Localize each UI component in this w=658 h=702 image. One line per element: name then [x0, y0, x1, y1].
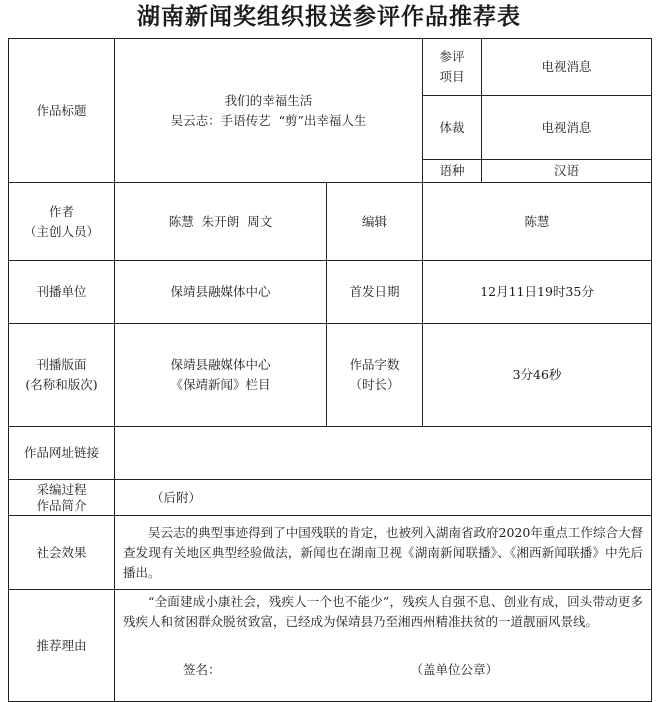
category-cell [423, 39, 652, 96]
genre-label: 体裁 [423, 96, 482, 159]
length-label [327, 324, 423, 427]
genre-cell [423, 96, 652, 160]
edition-value-1: 保靖县融媒体中心 [170, 357, 271, 372]
language-label: 语种 [423, 160, 482, 182]
reason-text: “全面建成小康社会，残疾人一个也不能少”，残疾人自强不息、创业有成，回头带动更多残疾人和贫困群众脱贫致富，已经成为保靖县乃至湘西州精准扶贫的一道靓丽风景线。 [123, 594, 644, 629]
seal-label: （盖单位公章） [410, 662, 499, 677]
title-line-1: 我们的幸福生活 [224, 92, 313, 108]
language-cell [423, 160, 652, 183]
recommendation-form-table [8, 38, 652, 702]
category-label-1: 参评 [439, 49, 465, 64]
title-label: 作品标题 [9, 39, 115, 183]
process-label-2: 作品简介 [36, 497, 87, 513]
date-value: 12月11日19时35分 [423, 261, 652, 324]
effect-text: 吴云志的典型事迹得到了中国残联的肯定，也被列入湖南省政府2020年重点工作综合大督查发现有关地区典型经验做法，新闻也在湖南卫视《湖南新闻联播》、《湘西新闻联播》中先后播出。 [115, 516, 652, 590]
editor-value: 陈慧 [423, 183, 652, 261]
length-value: 3分46秒 [423, 324, 652, 427]
unit-label: 刊播单位 [9, 261, 115, 324]
category-value: 电视消息 [541, 59, 592, 74]
author-label-2: （主创人员） [23, 223, 99, 239]
sign-label: 签名： [183, 662, 221, 677]
edition-value [115, 324, 327, 427]
author-value: 陈慧 朱开朗 周文 [115, 183, 327, 261]
editor-label: 编辑 [327, 183, 423, 261]
title-line-2: 吴云志：手语传艺 “剪”出幸福人生 [170, 112, 367, 128]
length-label-2: （时长） [349, 377, 400, 392]
edition-label [9, 324, 115, 427]
signature-line [123, 660, 643, 680]
reason-cell [115, 590, 652, 702]
title-value [115, 39, 423, 183]
edition-value-2: 《保靖新闻》栏目 [170, 377, 271, 392]
author-label [9, 183, 115, 261]
edition-label-1: 刊播版面 [36, 357, 87, 372]
language-value: 汉语 [554, 163, 580, 178]
process-value: （后附） [115, 480, 652, 516]
reason-label: 推荐理由 [9, 590, 115, 702]
form-title: 湖南新闻奖组织报送参评作品推荐表 [137, 4, 521, 30]
author-label-1: 作者 [48, 203, 74, 219]
process-label [9, 480, 115, 516]
length-label-1: 作品字数 [349, 357, 400, 372]
url-value [115, 427, 652, 480]
effect-label: 社会效果 [9, 516, 115, 590]
category-label-2: 项目 [439, 69, 465, 84]
process-label-1: 采编过程 [36, 481, 87, 497]
genre-value: 电视消息 [541, 119, 592, 135]
url-label: 作品网址链接 [9, 427, 115, 480]
unit-value: 保靖县融媒体中心 [115, 261, 327, 324]
date-label: 首发日期 [327, 261, 423, 324]
edition-label-2: (名称和版次) [25, 377, 98, 392]
